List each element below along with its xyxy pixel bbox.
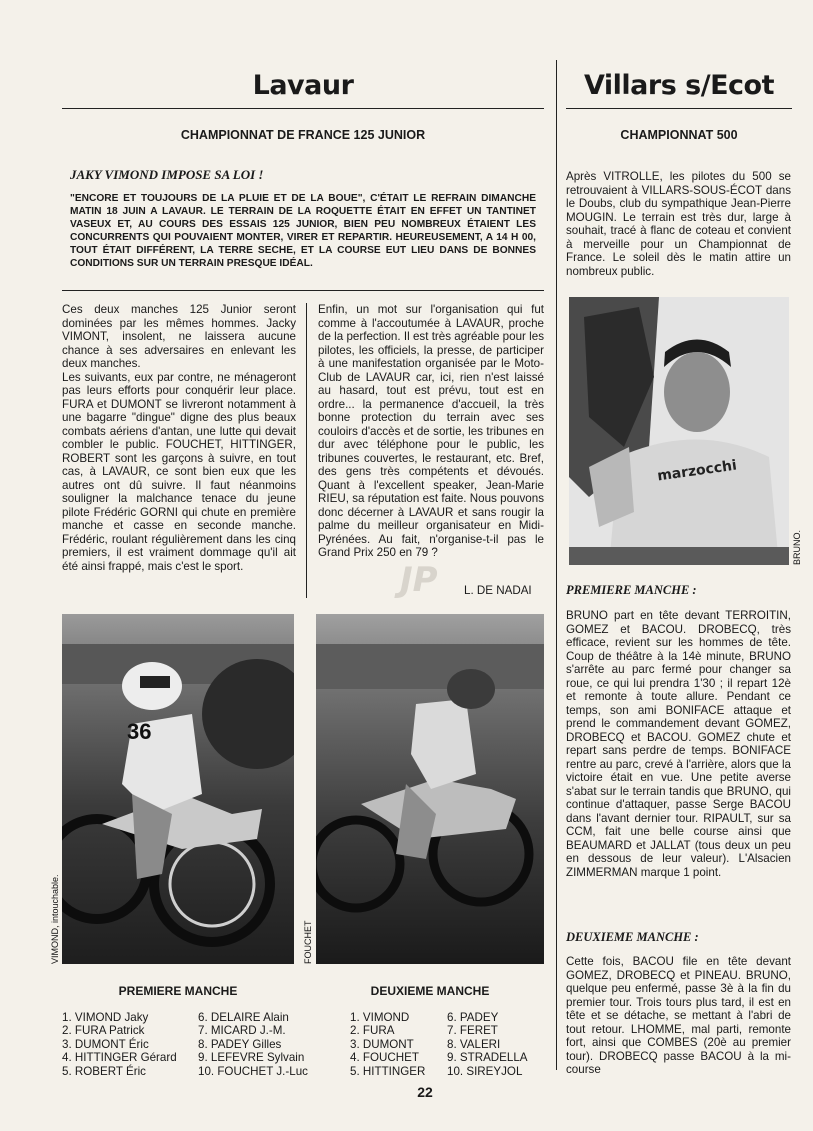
results-1-row: 6. DELAIRE Alain xyxy=(198,1011,289,1024)
jp-watermark: JP xyxy=(400,560,438,600)
photo-bruno xyxy=(569,297,789,565)
column-divider xyxy=(306,303,307,598)
results-2-row: 4. FOUCHET xyxy=(350,1051,419,1065)
author-signature: L. DE NADAI xyxy=(464,584,532,597)
left-intro-rule xyxy=(62,290,544,291)
vimond-motocross-image xyxy=(62,614,294,964)
fouchet-photo-caption: FOUCHET xyxy=(303,920,313,964)
lavaur-headline: JAKY VIMOND IMPOSE SA LOI ! xyxy=(70,167,264,182)
results-2-list-a xyxy=(350,1011,445,1078)
results-2-list-b xyxy=(447,1011,547,1078)
results-1-title: PREMIERE MANCHE xyxy=(118,984,238,998)
bruno-portrait-image xyxy=(569,297,789,565)
villars-title: Villars s/Ecot xyxy=(583,70,775,101)
results-2-row: 7. FERET xyxy=(447,1024,498,1038)
rider-number: 36 xyxy=(127,719,152,744)
first-heat-text: BRUNO part en tête devant TERROITIN, GOMEZ et BACOU. DROBECQ, très efficace, revient sur les hommes de tête. Coup de théâtre à la 14è minute, BRUNO s'arrête au parc fermé pour changer sa roue, ce qui lui prendra 1'30 ; il repart 12è et remonte à toute allure. Pendant ce temps, son ami BONIFACE attaque et prend le commandement devant GOMEZ, DROBECQ et BACOU. GOMEZ chute et repart sans perdre de temps. BONIFACE rentre au parc, crevé à l'arrière, alors que la victoire était en vue. Une petite averse s'abat sur le terrain tandis que BRUNO, qui continue d'attaquer, passe Serge BACOU dans l'avant dernier tour. RIPAULT, sur sa CCM, fait une belle course ainsi que BEAUMARD et JALLAT (tous deux un peu en dessous de leur valeur). L'Alsacien ZIMMERMAN marque 1 point. xyxy=(566,609,791,879)
results-1-row: 9. LEFEVRE Sylvain xyxy=(198,1051,305,1065)
results-1-row: 1. VIMOND Jaky xyxy=(62,1011,149,1024)
fouchet-motocross-image xyxy=(316,614,544,964)
lavaur-subtitle: CHAMPIONNAT DE FRANCE 125 JUNIOR xyxy=(180,128,426,142)
lavaur-title: Lavaur xyxy=(252,70,354,101)
results-1-list-b xyxy=(198,1011,328,1078)
photo-fouchet xyxy=(316,614,544,964)
lavaur-intro: "ENCORE ET TOUJOURS DE LA PLUIE ET DE LA BOUE", C'ÉTAIT LE REFRAIN DIMANCHE MATIN 18 JUIN A LAVAUR. LE TERRAIN DE LA ROQUETTE ÉTAIT EN EFFET UN TANTINET VASEUX ET, AU COURS DES ESSAIS 125 JUNIOR, BIEN PEU NOMBREUX ÉTAIENT LES CONCURRENTS QUI POUVAIENT MONTER, VIRER ET REPARTIR. HEUREUSEMENT, A 14 H 00, TOUT ÉTAIT DIFFÉRENT, LA TERRE SECHE, ET LA COURSE EUT LIEU DANS DE BONNES CONDITIONS SUR UN TERRAIN PRESQUE IDÉAL. xyxy=(70,193,536,269)
jersey-text: marzocchi xyxy=(656,457,738,485)
results-1-row: 7. MICARD J.-M. xyxy=(198,1024,286,1038)
results-2-row: 9. STRADELLA xyxy=(447,1051,528,1065)
results-1-row: 2. FURA Patrick xyxy=(62,1024,145,1038)
results-2-row: 10. SIREYJOL xyxy=(447,1064,523,1078)
first-heat-heading: PREMIERE MANCHE : xyxy=(566,583,697,597)
results-2-row: 3. DUMONT xyxy=(350,1037,414,1051)
results-1-row: 8. PADEY Gilles xyxy=(198,1037,282,1051)
results-1-row: 4. HITTINGER Gérard xyxy=(62,1051,177,1065)
left-title-rule xyxy=(62,108,544,109)
results-2-title: DEUXIEME MANCHE xyxy=(370,984,490,998)
results-2-row: 8. VALERI xyxy=(447,1037,501,1051)
villars-subtitle: CHAMPIONNAT 500 xyxy=(620,128,738,142)
results-1-list-a xyxy=(62,1011,192,1078)
results-1-row: 5. ROBERT Éric xyxy=(62,1064,146,1078)
lavaur-column-2: Enfin, un mot sur l'organisation qui fut comme à l'accoutumée à LAVAUR, proche de la perfection. Il est très agréable pour les pilotes, les officiels, la presse, de participer à une manifestation organisée par le Moto-Club de LAVAUR car, ici, rien n'est laissé au hasard, tout est prévu, tout est en ordre... la permanence d'accueil, la très bonne protection du terrain avec ses couloirs d'accès et de sortie, les tribunes en dur avec téléphone pour le public, les tribunes couvertes, le restaurant, etc. Bref, des gens très compétents et dévoués. Quant à l'excellent speaker, Jean-Marie RIEU, sa réputation est faite. Nous pouvons donc décerner à LAVAUR et sans rougir la palme du meilleur organisateur en Midi-Pyrénées. Au fait, n'organise-t-il pas le Grand Prix 250 en 79 ? xyxy=(318,303,544,559)
lavaur-column-1 xyxy=(62,303,296,573)
page-number: 22 xyxy=(417,1084,433,1100)
page-divider xyxy=(556,60,557,1070)
right-title-rule xyxy=(566,108,792,109)
photo-vimond xyxy=(62,614,294,964)
results-2-row: 2. FURA xyxy=(350,1024,395,1038)
lavaur-col1-para-1: Ces deux manches 125 Junior seront dominées par les mêmes hommes. Jacky VIMONT, insolent, ne laissera aucune chance à ses adversaires en enlevant les deux manches. xyxy=(62,303,296,370)
lavaur-col1-para-2: Les suivants, eux par contre, ne ménageront pas leurs efforts pour conquérir leur place. FURA et DUMONT se livreront notamment à une bagarre "dingue" digne des plus beaux combats aériens d'antan, une lutte qui devait combler le public. FOUCHET, HITTINGER, ROBERT sont les garçons à suivre, en tout cas, à LAVAUR, ce sont bien eux que les autres ont dû suivre. Il faut néanmoins souligner la malchance tenace du jeune pilote Frédéric GORNI qui chute en première manche et casse en seconde manche. Frédéric, roulant régulièrement dans les cinq premiers, il est vraiment dommage qu'il ait été ainsi frappé, mais c'est le sport. xyxy=(62,370,296,573)
vimond-photo-caption: VIMOND, intouchable. xyxy=(50,874,60,964)
results-2-row: 1. VIMOND xyxy=(350,1011,410,1024)
second-heat-text: Cette fois, BACOU file en tête devant GOMEZ, DROBECQ et PINEAU. BRUNO, quelque peu enfermé, passe 3è à la fin du premier tour. Trois tours plus tard, il est en tête et se détache, se mettant à l'abri de tout retour. LHOMME, mal parti, remonte fort, ainsi que COMBES (20è au premier tour). DROBECQ passe BACOU à la mi-course xyxy=(566,955,791,1076)
results-2-row: 5. HITTINGER xyxy=(350,1064,426,1078)
results-1-row: 10. FOUCHET J.-Luc xyxy=(198,1064,308,1078)
results-1-row: 3. DUMONT Éric xyxy=(62,1037,149,1051)
bruno-photo-caption: BRUNO. xyxy=(792,529,802,565)
second-heat-heading: DEUXIEME MANCHE : xyxy=(566,930,699,944)
villars-intro: Après VITROLLE, les pilotes du 500 se retrouvaient à VILLARS-SOUS-ÉCOT dans le Doubs, club du sympathique Jean-Pierre MOUGIN. Le terrain est très dur, large à souhait, tracé à flanc de coteau et convient à merveille pour un Championnat de France. Le soleil dès le matin attire un nombreux public. xyxy=(566,170,791,278)
results-2-row: 6. PADEY xyxy=(447,1011,499,1024)
